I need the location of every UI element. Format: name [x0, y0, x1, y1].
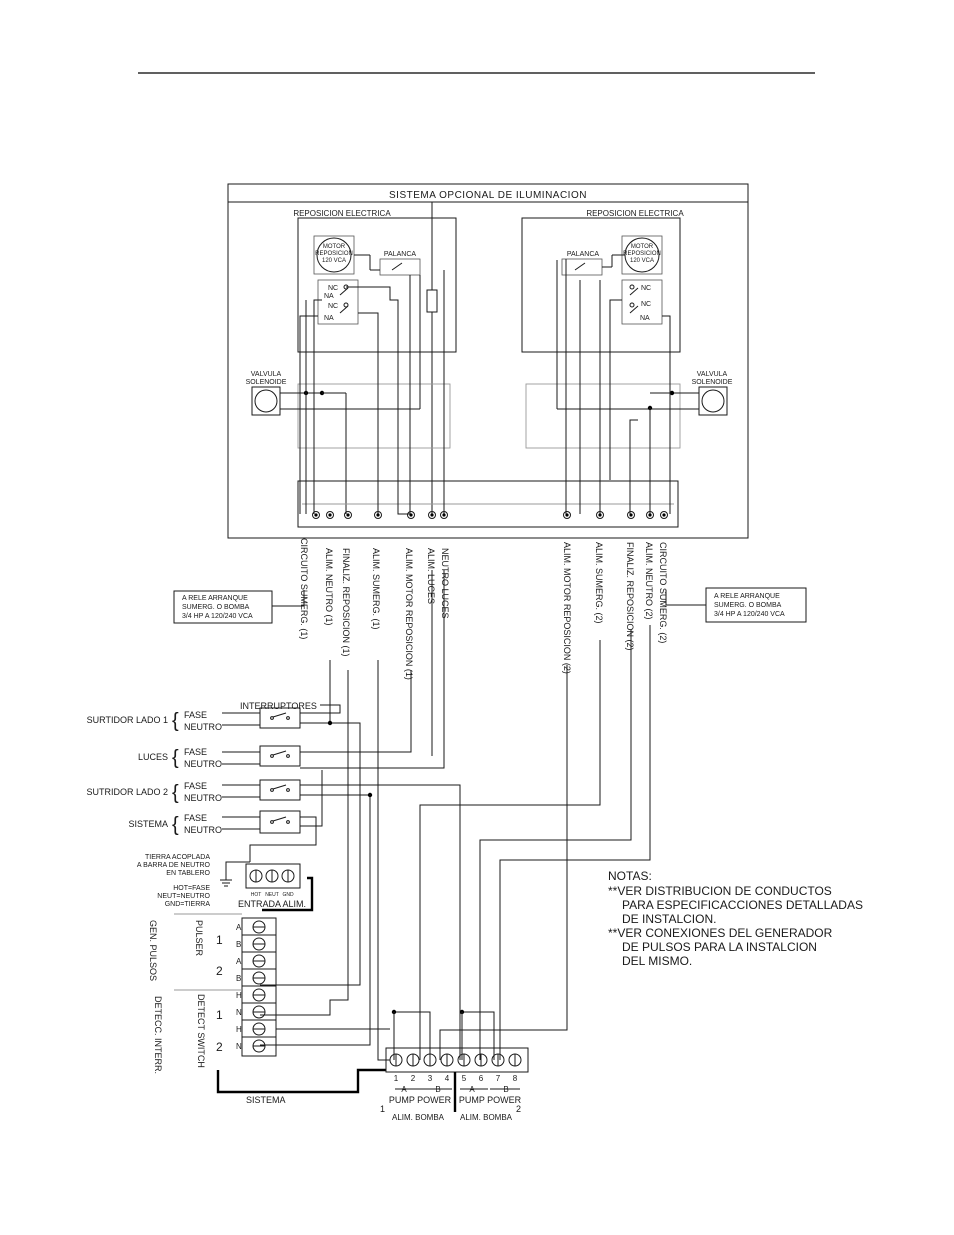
contact-nc-1-left: NC: [328, 285, 339, 292]
left-box-title: REPOSICION ELECTRICA: [293, 209, 391, 218]
terminal-neut: NEUT: [265, 892, 279, 898]
pump-num-6: 6: [478, 1074, 484, 1083]
breakers-title: INTERRUPTORES: [240, 701, 317, 711]
field-wires: [250, 570, 650, 1060]
pump-group-b-2: B: [503, 1085, 509, 1094]
pulser-term-6: N: [236, 1008, 242, 1017]
entrada-alim-title: ENTRADA ALIM.: [237, 899, 307, 909]
right-box-title: REPOSICION ELECTRICA: [586, 209, 684, 218]
pump-num-8: 8: [512, 1074, 518, 1083]
detect-num-2: 2: [216, 1040, 223, 1054]
sistema-label: SISTEMA: [246, 1095, 286, 1105]
contact-nc-1-right: NC: [641, 285, 652, 292]
breaker-group-sistema: [128, 811, 300, 836]
neutro-3: NEUTRO: [184, 793, 222, 803]
breaker-group-luces: [138, 746, 300, 769]
palanca-left: PALANCA: [383, 251, 417, 258]
pulser-num-1: 1: [216, 933, 223, 947]
breaker-label-luces: LUCES: [137, 752, 168, 762]
pulser-term-4: B: [236, 974, 242, 983]
detect-switch-label: DETECT SWITCH: [196, 994, 206, 1068]
alim-bomba-1: ALIM. BOMBA: [391, 1113, 445, 1122]
relay-note-left: [174, 590, 304, 623]
fase-1: FASE: [184, 710, 208, 720]
legend-gnd: GND=TIERRA: [164, 901, 210, 908]
pump-num-3: 3: [427, 1074, 433, 1083]
pump-group-b-1: B: [435, 1085, 441, 1094]
pump-group-a-1: A: [401, 1085, 407, 1094]
pulser-label: PULSER: [194, 920, 204, 957]
panel-title: SISTEMA OPCIONAL DE ILUMINACION: [389, 190, 587, 201]
motor-label-line2: REPOSICION: [315, 251, 353, 257]
breaker-label-sistema: SISTEMA: [128, 819, 168, 829]
contact-na-2-left: NA: [324, 315, 334, 322]
neutro-2: NEUTRO: [184, 759, 222, 769]
brace-icon: {: [172, 710, 179, 732]
contact-nc-2-left: NC: [328, 303, 339, 310]
palanca-right: PALANCA: [566, 251, 600, 258]
valve-left-line2: SOLENOIDE: [245, 379, 287, 386]
relay-right-line1: A RELE ARRANQUE: [714, 593, 780, 600]
pulser-term-3: A: [236, 957, 242, 966]
pump-num-7: 7: [495, 1074, 501, 1083]
pulser-term-5: H: [236, 991, 242, 1000]
right-internal-wires: [557, 259, 670, 514]
breaker-label-surtidor-1: SURTIDOR LADO 1: [86, 715, 168, 725]
brace-icon: {: [172, 747, 179, 769]
breaker-group-surtidor-2: [86, 780, 300, 804]
wire-label-circuito-2: CIRCUITO SUMERG. (2): [658, 542, 668, 644]
pulser-term-1: A: [236, 923, 242, 932]
brace-icon: {: [172, 814, 179, 836]
contact-na-1-left: NA: [324, 293, 334, 300]
valve-right-line2: SOLENOIDE: [691, 379, 733, 386]
motor-r-line2: REPOSICION: [623, 251, 661, 257]
wire-label-finaliz-1: FINALIZ. REPOSICION (1): [341, 548, 351, 657]
wire-label-sumerg-2: ALIM. SUMERG. (2): [594, 542, 604, 624]
fase-2: FASE: [184, 747, 208, 757]
legend-hot: HOT=FASE: [173, 885, 210, 892]
pump-num-1: 1: [393, 1074, 399, 1083]
pump-side-1: 1: [380, 1104, 386, 1114]
wire-label-motor-1: ALIM. MOTOR REPOSICION (1): [404, 548, 414, 680]
legend-neut: NEUT=NEUTRO: [157, 893, 210, 900]
contact-na-right: NA: [640, 315, 650, 322]
pulser-term-2: B: [236, 940, 242, 949]
ground-note-line2: A BARRA DE NEUTRO: [136, 862, 210, 869]
wire-label-neutro-luces: NEUTRO LUCES: [440, 548, 450, 619]
gen-pulsos-label: GEN. PULSOS: [148, 920, 158, 982]
wire-label-sumerg-1: ALIM. SUMERG. (1): [371, 548, 381, 630]
wire-labels-right: [562, 542, 668, 674]
wire-label-motor-2: ALIM. MOTOR REPOSICION (2): [562, 542, 572, 674]
note-line-5: DE PULSOS PARA LA INSTALCION: [622, 940, 817, 954]
breaker-label-surtidor-2: SUTRIDOR LADO 2: [86, 787, 168, 797]
fase-4: FASE: [184, 813, 208, 823]
pulser-screws: [242, 921, 276, 1052]
note-line-3: DE INSTALCION.: [622, 912, 717, 926]
ground-note-line3: EN TABLERO: [166, 870, 210, 877]
pump-num-5: 5: [461, 1074, 467, 1083]
wire-label-neutro-1: ALIM. NEUTRO (1): [324, 548, 334, 626]
breakers: [86, 701, 316, 836]
detect-num-1: 1: [216, 1008, 223, 1022]
ground-note-line1: TIERRA ACOPLADA: [145, 854, 210, 861]
terminal-dots: [313, 512, 668, 519]
wire-label-circuito-1: CIRCUITO SUMERG. (1): [299, 538, 309, 640]
pump-num-2: 2: [410, 1074, 416, 1083]
pump-block: [380, 1048, 528, 1122]
valve-right-line1: VALVULA: [696, 371, 728, 378]
relay-note-right: [666, 588, 806, 622]
terminal-gnd: GND: [282, 892, 294, 898]
detecc-interr-label: DETECC. INTERR.: [153, 996, 163, 1075]
pump-num-4: 4: [444, 1074, 450, 1083]
neutro-4: NEUTRO: [184, 825, 222, 835]
motor-label-line3: 120 VCA: [321, 258, 347, 264]
relay-left-line2: SUMERG. O BOMBA: [182, 604, 250, 611]
relay-right-line3: 3/4 HP A 120/240 VCA: [714, 611, 785, 618]
pump-screws: [390, 1054, 521, 1066]
wire-label-finaliz-2: FINALIZ. REPOSICION (2): [625, 542, 635, 651]
note-line-6: DEL MISMO.: [622, 954, 693, 968]
neutro-1: NEUTRO: [184, 722, 222, 732]
pump-power-1: PUMP POWER: [388, 1095, 452, 1105]
relay-left-line3: 3/4 HP A 120/240 VCA: [182, 613, 253, 620]
pump-side-2: 2: [516, 1104, 522, 1114]
pulser-block: [148, 914, 390, 1105]
fase-3: FASE: [184, 781, 208, 791]
pump-group-a-2: A: [469, 1085, 475, 1094]
notes-title: NOTAS:: [608, 869, 652, 883]
right-reset-box: [522, 209, 684, 448]
motor-r-line1: MOTOR: [630, 244, 654, 250]
notes: [608, 869, 863, 968]
note-line-1: **VER DISTRIBUCION DE CONDUCTOS: [608, 884, 832, 898]
breaker-group-surtidor-1: [87, 708, 300, 732]
alim-bomba-2: ALIM. BOMBA: [459, 1113, 513, 1122]
relay-right-line2: SUMERG. O BOMBA: [714, 602, 782, 609]
pulser-term-7: H: [236, 1025, 242, 1034]
wire-label-alim-luces: ALIM. LUCES: [426, 548, 436, 605]
wire-labels-left: [299, 538, 450, 680]
brace-icon: {: [172, 782, 179, 804]
relay-left-line1: A RELE ARRANQUE: [182, 595, 248, 602]
contact-nc-2-right: NC: [641, 301, 652, 308]
wire-label-neutro-2: ALIM. NEUTRO (2): [644, 542, 654, 620]
note-line-2: PARA ESPECIFICACCIONES DETALLADAS: [622, 898, 863, 912]
note-line-4: **VER CONEXIONES DEL GENERADOR: [608, 926, 833, 940]
valve-left-line1: VALVULA: [250, 371, 282, 378]
motor-r-line3: 120 VCA: [629, 258, 655, 264]
pulser-num-2: 2: [216, 964, 223, 978]
motor-label-line1: MOTOR: [322, 244, 346, 250]
pulser-term-8: N: [236, 1042, 242, 1051]
power-entry: [137, 854, 312, 910]
terminal-hot: HOT: [250, 892, 262, 898]
pump-power-2: PUMP POWER: [458, 1095, 522, 1105]
